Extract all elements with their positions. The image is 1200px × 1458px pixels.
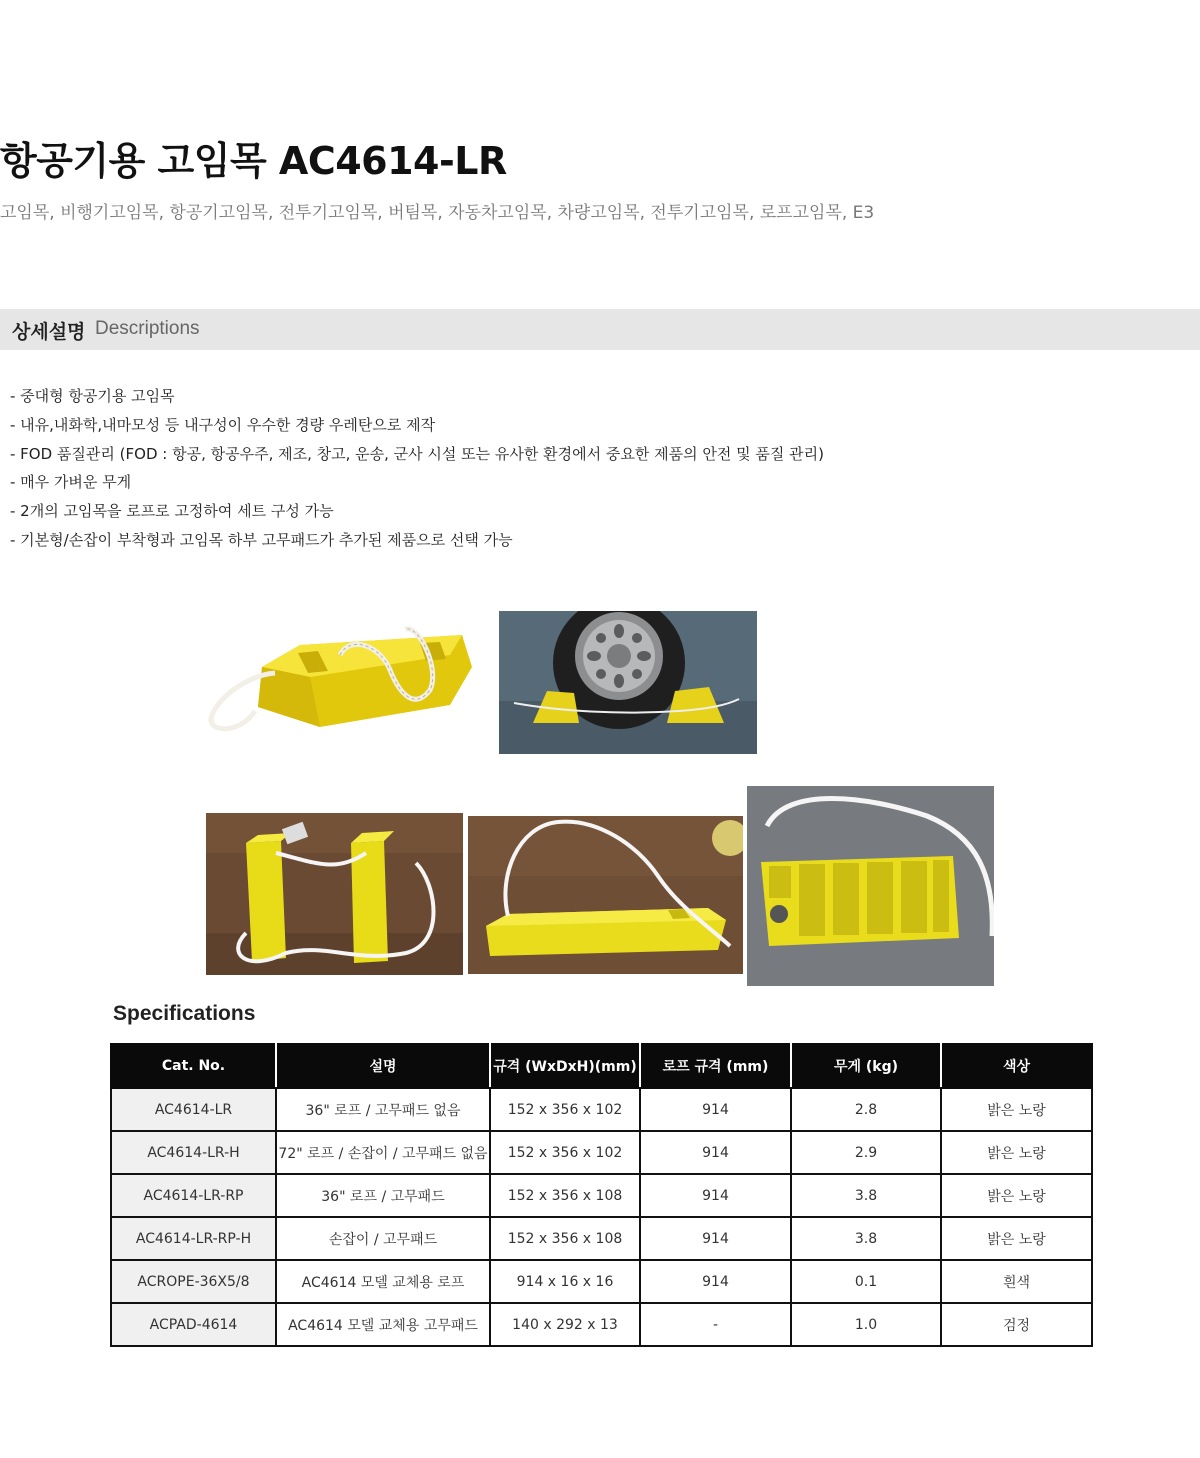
cell-color: 밝은 노랑 [941, 1217, 1092, 1260]
cell-dimensions: 152 x 356 x 108 [490, 1174, 640, 1217]
cell-color: 흰색 [941, 1260, 1092, 1303]
table-row [111, 1174, 1092, 1217]
product-title: 항공기용 고임목 AC4614-LR [0, 139, 507, 183]
description-item: - 기본형/손잡이 부착형과 고임목 하부 고무패드가 추가된 제품으로 선택 가능 [10, 530, 513, 549]
cell-cat-no: AC4614-LR-RP [111, 1174, 276, 1217]
table-row [111, 1131, 1092, 1174]
table-row [111, 1217, 1092, 1260]
description-item: - 매우 가벼운 무게 [10, 473, 132, 492]
specifications-title: Specifications [113, 1002, 256, 1025]
cell-rope-size: 914 [640, 1260, 791, 1303]
cell-description: AC4614 모델 교체용 고무패드 [276, 1303, 490, 1346]
cell-dimensions: 152 x 356 x 102 [490, 1088, 640, 1131]
cell-weight: 3.8 [791, 1174, 941, 1217]
section-header [0, 309, 1200, 350]
header-cat-no: Cat. No. [111, 1044, 276, 1088]
cell-dimensions: 152 x 356 x 108 [490, 1217, 640, 1260]
specifications-table [110, 1043, 1093, 1347]
product-photo-bottom [747, 786, 994, 986]
product-photo-side [468, 816, 743, 974]
cell-color: 밝은 노랑 [941, 1131, 1092, 1174]
header-description: 설명 [276, 1044, 490, 1088]
description-list [10, 382, 824, 555]
cell-weight: 0.1 [791, 1260, 941, 1303]
cell-description: AC4614 모델 교체용 로프 [276, 1260, 490, 1303]
cell-weight: 2.9 [791, 1131, 941, 1174]
table-header-row [111, 1044, 1092, 1088]
cell-rope-size: 914 [640, 1174, 791, 1217]
cell-description: 72" 로프 / 손잡이 / 고무패드 없음 [276, 1131, 490, 1174]
cell-color: 검정 [941, 1303, 1092, 1346]
cell-rope-size: - [640, 1303, 791, 1346]
table-row [111, 1088, 1092, 1131]
table-row [111, 1260, 1092, 1303]
header-weight: 무게 (kg) [791, 1044, 941, 1088]
cell-dimensions: 152 x 356 x 102 [490, 1131, 640, 1174]
product-photo-pair-handles [206, 813, 463, 975]
description-item: - 중대형 항공기용 고임목 [10, 387, 175, 405]
table-row [111, 1303, 1092, 1346]
product-photo-chock-rope [200, 615, 475, 745]
cell-dimensions: 140 x 292 x 13 [490, 1303, 640, 1346]
header-color: 색상 [941, 1044, 1092, 1088]
description-item: - 내유,내화학,내마모성 등 내구성이 우수한 경량 우레탄으로 제작 [10, 415, 436, 434]
cell-cat-no: ACROPE-36X5/8 [111, 1260, 276, 1303]
product-tags: 고임목, 비행기고임목, 항공기고임목, 전투기고임목, 버팀목, 자동차고임목, 차량고임목, 전투기고임목, 로프고임목, E3 [0, 203, 875, 223]
cell-rope-size: 914 [640, 1217, 791, 1260]
cell-rope-size: 914 [640, 1131, 791, 1174]
cell-description: 36" 로프 / 고무패드 없음 [276, 1088, 490, 1131]
cell-description: 36" 로프 / 고무패드 [276, 1174, 490, 1217]
cell-color: 밝은 노랑 [941, 1174, 1092, 1217]
header-dimensions: 규격 (WxDxH)(mm) [490, 1044, 640, 1088]
description-item: - FOD 품질관리 (FOD : 항공, 항공우주, 제조, 창고, 운송, 군사 시설 또는 유사한 환경에서 중요한 제품의 안전 및 품질 관리) [10, 444, 824, 463]
cell-weight: 2.8 [791, 1088, 941, 1131]
cell-color: 밝은 노랑 [941, 1088, 1092, 1131]
cell-cat-no: ACPAD-4614 [111, 1303, 276, 1346]
cell-cat-no: AC4614-LR-H [111, 1131, 276, 1174]
product-photo-tire [499, 611, 757, 754]
cell-cat-no: AC4614-LR [111, 1088, 276, 1131]
cell-cat-no: AC4614-LR-RP-H [111, 1217, 276, 1260]
header-rope-size: 로프 규격 (mm) [640, 1044, 791, 1088]
section-title-en: Descriptions [95, 318, 200, 339]
description-item: - 2개의 고임목을 로프로 고정하여 세트 구성 가능 [10, 502, 334, 521]
section-title-ko: 상세설명 [12, 321, 86, 343]
cell-weight: 3.8 [791, 1217, 941, 1260]
cell-weight: 1.0 [791, 1303, 941, 1346]
cell-dimensions: 914 x 16 x 16 [490, 1260, 640, 1303]
cell-description: 손잡이 / 고무패드 [276, 1217, 490, 1260]
cell-rope-size: 914 [640, 1088, 791, 1131]
